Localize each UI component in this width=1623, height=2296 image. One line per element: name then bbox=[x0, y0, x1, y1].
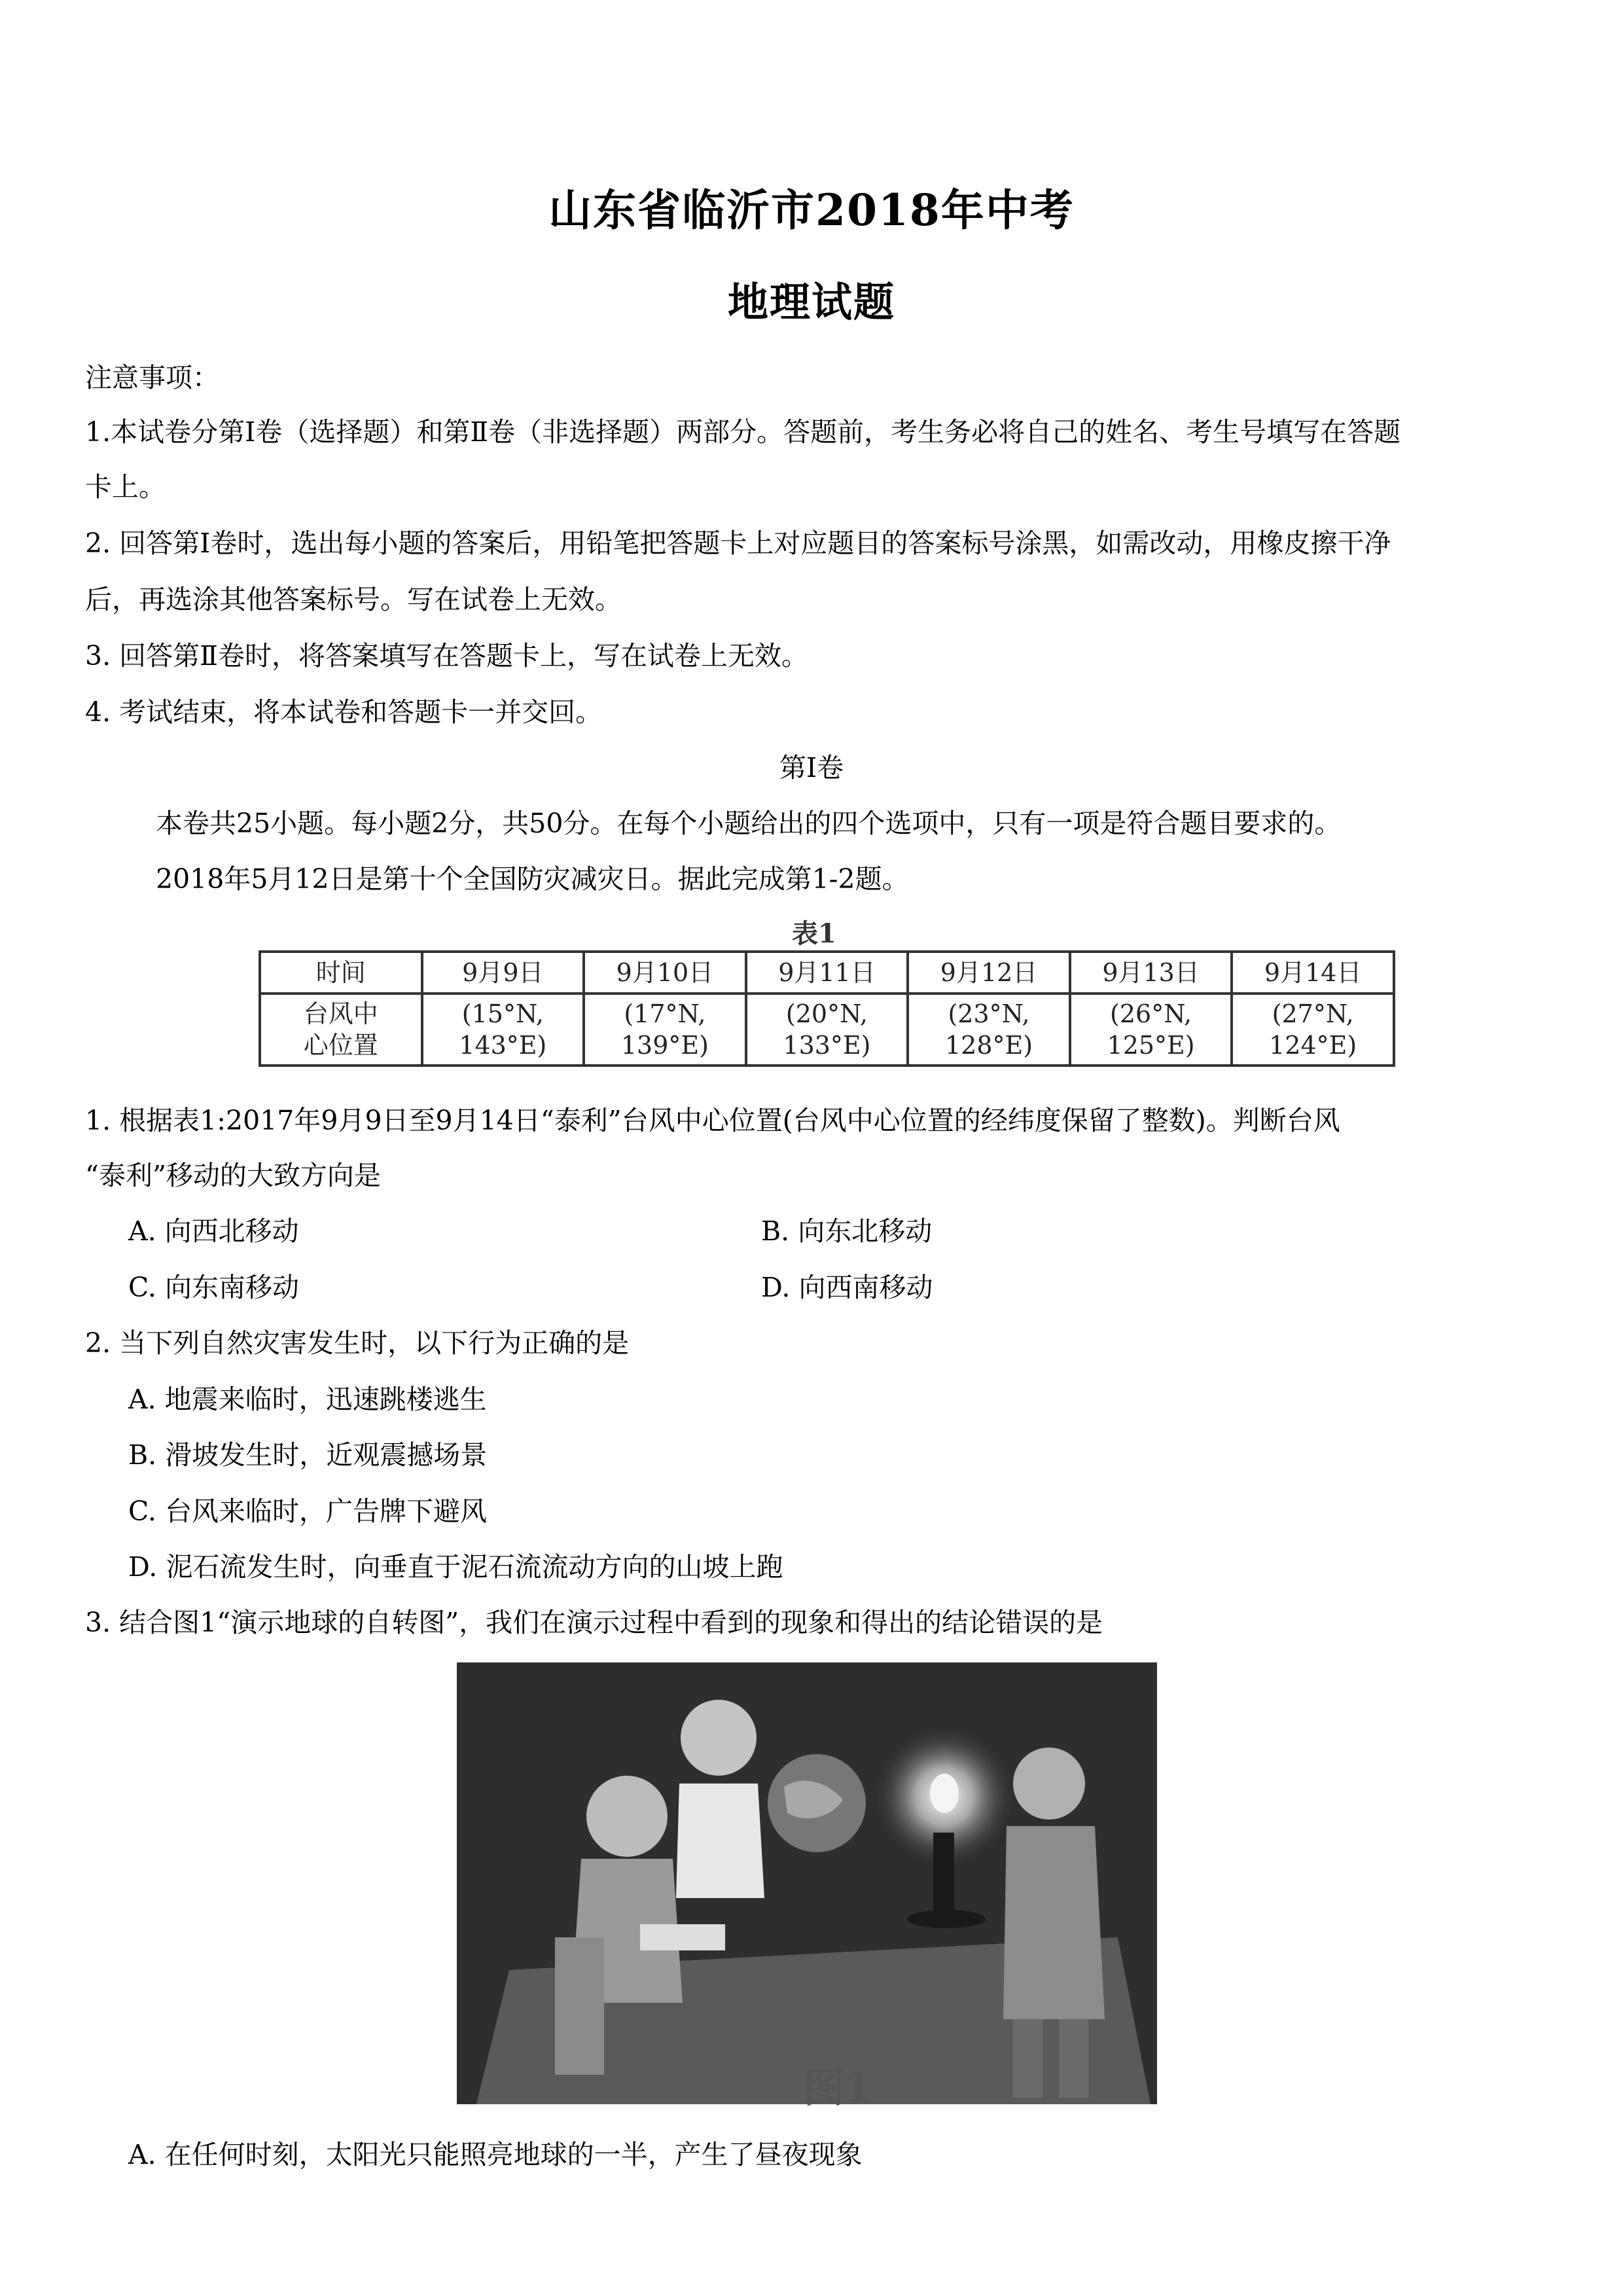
question-2-stem: 2. 当下列自然灾害发生时，以下行为正确的是 bbox=[85, 1327, 630, 1359]
table-cell bbox=[746, 994, 908, 1066]
question-3-stem: 3. 结合图1“演示地球的自转图”，我们在演示过程中看到的现象和得出的结论错误的是 bbox=[85, 1607, 1103, 1638]
section-title: 第Ⅰ卷 bbox=[779, 752, 844, 783]
row-label-line: 心位置 bbox=[303, 1031, 378, 1060]
q2-option-c: C. 台风来临时，广告牌下避风 bbox=[128, 1496, 487, 1527]
table-header-cell: 时间 bbox=[260, 952, 422, 994]
table-cell bbox=[422, 994, 584, 1066]
latitude: (17°N, bbox=[624, 999, 706, 1028]
latitude: (23°N, bbox=[948, 999, 1030, 1028]
section-context: 2018年5月12日是第十个全国防灾减灾日。据此完成第1-2题。 bbox=[156, 863, 909, 895]
earth-rotation-figure bbox=[457, 1662, 1157, 2104]
table-row-label bbox=[260, 994, 422, 1066]
section-intro: 本卷共25小题。每小题2分，共50分。在每个小题给出的四个选项中，只有一项是符合题目要求的。 bbox=[156, 808, 1342, 839]
longitude: 128°E) bbox=[944, 1031, 1033, 1060]
q1-option-b: B. 向东北移动 bbox=[761, 1215, 933, 1247]
longitude: 133°E) bbox=[783, 1031, 871, 1060]
table-cell bbox=[584, 994, 746, 1066]
latitude: (26°N, bbox=[1110, 999, 1192, 1028]
table-header-cell: 9月9日 bbox=[422, 952, 584, 994]
longitude: 143°E) bbox=[459, 1031, 547, 1060]
exam-subtitle: 地理试题 bbox=[727, 278, 895, 326]
table-header-cell: 9月11日 bbox=[746, 952, 908, 994]
figure-caption: 图1 bbox=[804, 2064, 873, 2111]
q3-option-a: A. 在任何时刻，太阳光只能照亮地球的一半，产生了昼夜现象 bbox=[128, 2139, 863, 2170]
question-1-stem: 1. 根据表1:2017年9月9日至9月14日“泰利”台风中心位置(台风中心位置的经纬度保留了整数)。判断台风 bbox=[85, 1105, 1340, 1136]
notice-item: 2. 回答第Ⅰ卷时，选出每小题的答案后，用铅笔把答题卡上对应题目的答案标号涂黑，如需改动，用橡皮擦干净 bbox=[85, 528, 1391, 559]
typhoon-position-table bbox=[259, 950, 1395, 1067]
figure-illustration bbox=[457, 1662, 1157, 2104]
table-cell bbox=[1232, 994, 1394, 1066]
longitude: 124°E) bbox=[1269, 1031, 1357, 1060]
notice-item: 3. 回答第Ⅱ卷时，将答案填写在答题卡上，写在试卷上无效。 bbox=[85, 640, 809, 672]
q1-option-c: C. 向东南移动 bbox=[128, 1272, 299, 1303]
table-header-row bbox=[260, 952, 1394, 994]
notice-heading: 注意事项： bbox=[85, 362, 219, 393]
table-cell bbox=[908, 994, 1070, 1066]
notice-item: 4. 考试结束，将本试卷和答题卡一并交回。 bbox=[85, 696, 603, 728]
notice-item: 卡上。 bbox=[85, 471, 166, 503]
q1-option-a: A. 向西北移动 bbox=[128, 1215, 299, 1247]
longitude: 125°E) bbox=[1107, 1031, 1195, 1060]
table-header-cell: 9月14日 bbox=[1232, 952, 1394, 994]
table-row bbox=[260, 994, 1394, 1066]
question-1-stem-cont: “泰利”移动的大致方向是 bbox=[85, 1160, 381, 1191]
q1-option-d: D. 向西南移动 bbox=[761, 1272, 933, 1303]
q2-option-b: B. 滑坡发生时，近观震撼场景 bbox=[128, 1439, 488, 1471]
q2-option-a: A. 地震来临时，迅速跳楼逃生 bbox=[128, 1384, 487, 1415]
table-cell bbox=[1070, 994, 1232, 1066]
row-label-line: 台风中 bbox=[303, 999, 378, 1028]
table-header-cell: 9月13日 bbox=[1070, 952, 1232, 994]
latitude: (15°N, bbox=[461, 999, 544, 1028]
notice-item: 1.本试卷分第Ⅰ卷（选择题）和第Ⅱ卷（非选择题）两部分。答题前，考生务必将自己的姓名、考生号填写在答题 bbox=[85, 416, 1401, 448]
q2-option-d: D. 泥石流发生时，向垂直于泥石流流动方向的山坡上跑 bbox=[128, 1551, 783, 1583]
latitude: (20°N, bbox=[785, 999, 868, 1028]
table-caption: 表1 bbox=[792, 918, 836, 949]
longitude: 139°E) bbox=[620, 1031, 709, 1060]
latitude: (27°N, bbox=[1272, 999, 1354, 1028]
notice-item: 后，再选涂其他答案标号。写在试卷上无效。 bbox=[85, 584, 622, 615]
exam-title: 山东省临沂市2018年中考 bbox=[548, 185, 1075, 236]
table-header-cell: 9月10日 bbox=[584, 952, 746, 994]
table-header-cell: 9月12日 bbox=[908, 952, 1070, 994]
